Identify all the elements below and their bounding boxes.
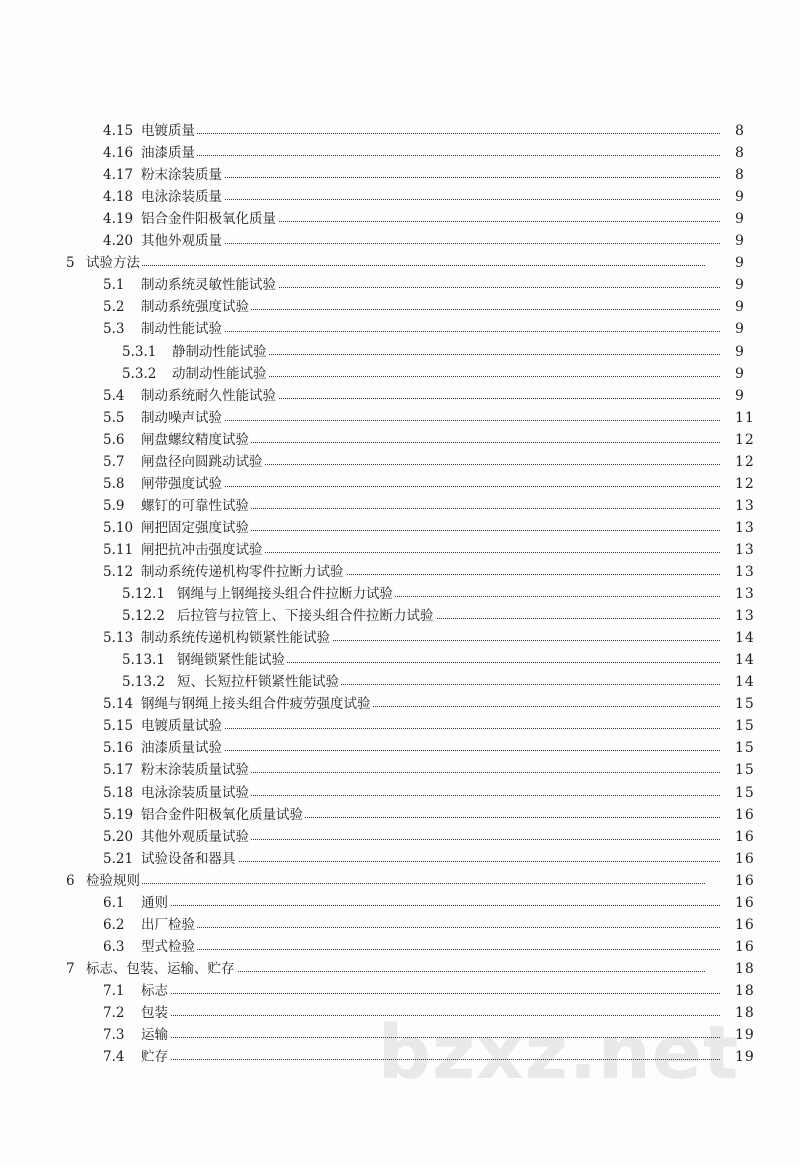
toc-entry-page: 13 [735, 608, 755, 625]
toc-dot-leader [141, 199, 720, 200]
toc-entry [0, 671, 800, 693]
toc-entry [0, 473, 800, 495]
toc-entry [0, 164, 800, 186]
toc-entry [0, 759, 800, 781]
toc-entry-title: 制动噪声试验 [141, 407, 224, 429]
toc-entry-page: 12 [735, 453, 755, 470]
toc-entry-number: 5.1 [103, 277, 125, 294]
toc-entry-title: 铝合金件阳极氧化质量 [141, 208, 278, 230]
toc-dot-leader [141, 1015, 720, 1016]
toc-entry-page: 9 [735, 211, 745, 228]
toc-dot-leader [141, 420, 720, 421]
toc-entry-page: 15 [735, 740, 755, 757]
toc-entry-title: 后拉管与拉管上、下接头组合件拉断力试验 [177, 605, 436, 627]
toc-entry-title: 电镀质量试验 [141, 715, 224, 737]
toc-entry-page: 9 [735, 321, 745, 338]
toc-entry-number: 5.12.2 [122, 608, 165, 625]
toc-entry [0, 870, 800, 892]
toc-entry-title: 闸盘螺纹精度试验 [141, 429, 251, 451]
toc-entry-title: 其他外观质量 [141, 230, 224, 252]
toc-entry [0, 451, 800, 473]
toc-entry [0, 517, 800, 539]
toc-entry-page: 18 [735, 982, 755, 999]
toc-entry-number: 6 [66, 872, 75, 889]
toc-dot-leader [141, 133, 720, 134]
toc-entry-number: 7.3 [103, 1027, 125, 1044]
toc-entry-number: 5.19 [103, 806, 134, 823]
toc-entry [0, 782, 800, 804]
toc-entry-number: 5.18 [103, 784, 134, 801]
toc-entry-number: 5.6 [103, 431, 125, 448]
toc-entry-number: 5.14 [103, 696, 134, 713]
toc-entry-number: 4.15 [103, 123, 134, 139]
toc-entry-page: 16 [735, 828, 755, 845]
toc-entry-number: 5.3.1 [122, 343, 157, 360]
toc-entry-title: 制动系统灵敏性能试验 [141, 274, 278, 296]
toc-entry [0, 186, 800, 208]
toc-entry-title: 其他外观质量试验 [141, 826, 251, 848]
toc-dot-leader [141, 750, 720, 751]
toc-entry-page: 9 [735, 189, 745, 206]
toc-entry [0, 715, 800, 737]
toc-entry-title: 标志、包装、运输、贮存 [86, 958, 237, 980]
toc-entry-title: 制动系统强度试验 [141, 296, 251, 318]
toc-entry-number: 5.7 [103, 453, 125, 470]
toc-entry-number: 5.13 [103, 630, 134, 647]
toc-entry-page: 16 [735, 894, 755, 911]
toc-entry-page: 8 [735, 123, 745, 139]
toc-entry-number: 5.10 [103, 519, 134, 536]
toc-entry-number: 5.13.2 [122, 674, 165, 691]
toc-dot-leader [86, 883, 705, 884]
toc-entry-number: 6.3 [103, 938, 125, 955]
toc-entry-title: 闸把固定强度试验 [141, 517, 251, 539]
toc-entry-page: 16 [735, 872, 755, 889]
toc-entry-title: 铝合金件阳极氧化质量试验 [141, 804, 305, 826]
toc-entry-title: 闸盘径向圆跳动试验 [141, 451, 265, 473]
toc-entry-title: 动制动性能试验 [172, 363, 269, 385]
toc-dot-leader [141, 905, 720, 906]
toc-entry-title: 闸把抗冲击强度试验 [141, 539, 265, 561]
toc-entry-number: 5.3.2 [122, 365, 157, 382]
toc-dot-leader [141, 728, 720, 729]
toc-entry-title: 型式检验 [141, 936, 197, 958]
toc-entry [0, 914, 800, 936]
toc-entry [0, 296, 800, 318]
toc-entry-number: 5.15 [103, 718, 134, 735]
toc-entry-title: 标志 [141, 980, 170, 1002]
toc-entry [0, 737, 800, 759]
toc-entry [0, 583, 800, 605]
toc-entry-title: 电泳涂装质量 [141, 186, 224, 208]
toc-entry-number: 5.11 [103, 541, 134, 558]
toc-entry-page: 9 [735, 277, 745, 294]
toc-entry-page: 9 [735, 343, 745, 360]
toc-entry-page: 19 [735, 1027, 755, 1044]
toc-entry-page: 9 [735, 387, 745, 404]
toc-entry-number: 5.21 [103, 850, 134, 867]
toc-entry-page: 9 [735, 299, 745, 316]
toc-entry-title: 粉末涂装质量 [141, 164, 224, 186]
toc-entry [0, 826, 800, 848]
toc-entry [0, 230, 800, 252]
toc-entry-title: 制动性能试验 [141, 318, 224, 340]
toc-dot-leader [141, 993, 720, 994]
toc-entry-page: 13 [735, 497, 755, 514]
toc-entry-number: 7.4 [103, 1049, 125, 1066]
toc-dot-leader [141, 177, 720, 178]
toc-entry-page: 16 [735, 850, 755, 867]
toc-entry [0, 958, 800, 980]
toc-entry-title: 闸带强度试验 [141, 473, 224, 495]
toc-entry [0, 693, 800, 715]
toc-entry-title: 电镀质量 [141, 120, 197, 142]
toc-entry-title: 电泳涂装质量试验 [141, 782, 251, 804]
toc-entry [0, 649, 800, 671]
toc-dot-leader [86, 265, 705, 266]
toc-entry-title: 通则 [141, 892, 170, 914]
toc-entry-page: 19 [735, 1049, 755, 1066]
toc-entry-title: 钢绳与上钢绳接头组合件拉断力试验 [177, 583, 395, 605]
toc-entry-title: 静制动性能试验 [172, 341, 269, 363]
toc-entry-page: 12 [735, 475, 755, 492]
toc-dot-leader [141, 1059, 720, 1060]
toc-entry-page: 15 [735, 762, 755, 779]
toc-entry [0, 561, 800, 583]
toc-entry-page: 13 [735, 586, 755, 603]
toc-entry-title: 短、长短拉杆锁紧性能试验 [177, 671, 341, 693]
toc-entry-page: 9 [735, 365, 745, 382]
toc-entry [0, 605, 800, 627]
toc-entry-title: 油漆质量试验 [141, 737, 224, 759]
toc-entry [0, 142, 800, 164]
toc-entry-page: 18 [735, 1005, 755, 1021]
toc-entry [0, 274, 800, 296]
toc-dot-leader [141, 1037, 720, 1038]
toc-entry [0, 892, 800, 914]
toc-entry-number: 7.1 [103, 982, 125, 999]
toc-entry-page: 14 [735, 630, 755, 647]
toc-entry-page: 9 [735, 255, 745, 272]
toc-entry-number: 4.16 [103, 145, 134, 162]
toc-entry [0, 627, 800, 649]
toc-entry-number: 6.1 [103, 894, 125, 911]
toc-entry-page: 8 [735, 145, 745, 162]
toc-entry [0, 848, 800, 870]
toc-entry-page: 11 [735, 409, 755, 426]
toc-entry-page: 12 [735, 431, 755, 448]
toc-entry-number: 5.17 [103, 762, 134, 779]
toc-entry-title: 检验规则 [86, 870, 142, 892]
toc-dot-leader [141, 949, 720, 950]
toc-entry-title: 试验方法 [86, 252, 142, 274]
toc-entry-number: 5.2 [103, 299, 125, 316]
toc-entry [0, 252, 800, 274]
toc-entry-number: 4.17 [103, 167, 134, 184]
toc-entry-page: 16 [735, 806, 755, 823]
toc-entry [0, 407, 800, 429]
toc-entry [0, 208, 800, 230]
toc-entry-page: 13 [735, 564, 755, 580]
toc-entry-page: 14 [735, 652, 755, 669]
toc-entry-number: 5.5 [103, 409, 125, 426]
toc-entry [0, 363, 800, 385]
toc-entry-page: 9 [735, 233, 745, 250]
toc-entry-number: 7.2 [103, 1005, 125, 1021]
toc-entry-title: 钢绳与钢绳上接头组合件疲劳强度试验 [141, 693, 373, 715]
toc-entry-number: 5.16 [103, 740, 134, 757]
toc-entry-number: 5.12 [103, 564, 134, 580]
toc-dot-leader [141, 331, 720, 332]
toc-entry-title: 运输 [141, 1024, 170, 1046]
toc-entry-number: 5.9 [103, 497, 125, 514]
toc-entry [0, 429, 800, 451]
toc-entry-number: 5.12.1 [122, 586, 165, 603]
toc-entry-title: 试验设备和器具 [141, 848, 238, 870]
toc-entry [0, 341, 800, 363]
toc-entry-page: 14 [735, 674, 755, 691]
toc-entry-title: 钢绳锁紧性能试验 [177, 649, 287, 671]
toc-entry-page: 8 [735, 167, 745, 184]
toc-dot-leader [141, 486, 720, 487]
toc-entry [0, 804, 800, 826]
toc-dot-leader [141, 155, 720, 156]
toc-entry-number: 5 [66, 255, 75, 272]
toc-entry-number: 5.8 [103, 475, 125, 492]
toc-entry-page: 16 [735, 938, 755, 955]
toc-entry-page: 13 [735, 541, 755, 558]
toc-entry-title: 包装 [141, 1002, 170, 1024]
toc-entry-number: 5.3 [103, 321, 125, 338]
watermark: bzxz.net [378, 1010, 740, 1096]
toc-entry-number: 4.18 [103, 189, 134, 206]
toc-entry-number: 5.13.1 [122, 652, 165, 669]
toc-entry [0, 980, 800, 1002]
toc-entry [0, 495, 800, 517]
toc-entry-title: 制动系统传递机构零件拉断力试验 [141, 561, 346, 583]
toc-entry-number: 4.19 [103, 211, 134, 228]
toc-entry-number: 4.20 [103, 233, 134, 250]
toc-entry-title: 制动系统传递机构锁紧性能试验 [141, 627, 332, 649]
toc-entry-title: 油漆质量 [141, 142, 197, 164]
toc-entry-number: 5.4 [103, 387, 125, 404]
toc-entry-page: 16 [735, 916, 755, 933]
toc-entry-page: 18 [735, 960, 755, 977]
toc-dot-leader [141, 927, 720, 928]
toc-entry [0, 318, 800, 340]
toc-entry [0, 385, 800, 407]
toc-entry [0, 936, 800, 958]
toc-dot-leader [141, 243, 720, 244]
toc-entry-title: 螺钉的可靠性试验 [141, 495, 251, 517]
toc-entry-page: 15 [735, 696, 755, 713]
toc-entry-title: 出厂检验 [141, 914, 197, 936]
toc-entry-title: 制动系统耐久性能试验 [141, 385, 278, 407]
toc-entry [0, 539, 800, 561]
toc-entry-number: 7 [66, 960, 75, 977]
toc-entry-title: 贮存 [141, 1046, 170, 1068]
toc-entry-number: 5.20 [103, 828, 134, 845]
toc-entry [0, 120, 800, 142]
toc-entry-number: 6.2 [103, 916, 125, 933]
toc-entry-page: 15 [735, 718, 755, 735]
toc-entry-title: 粉末涂装质量试验 [141, 759, 251, 781]
toc-entry-page: 13 [735, 519, 755, 536]
toc-entry-page: 15 [735, 784, 755, 801]
